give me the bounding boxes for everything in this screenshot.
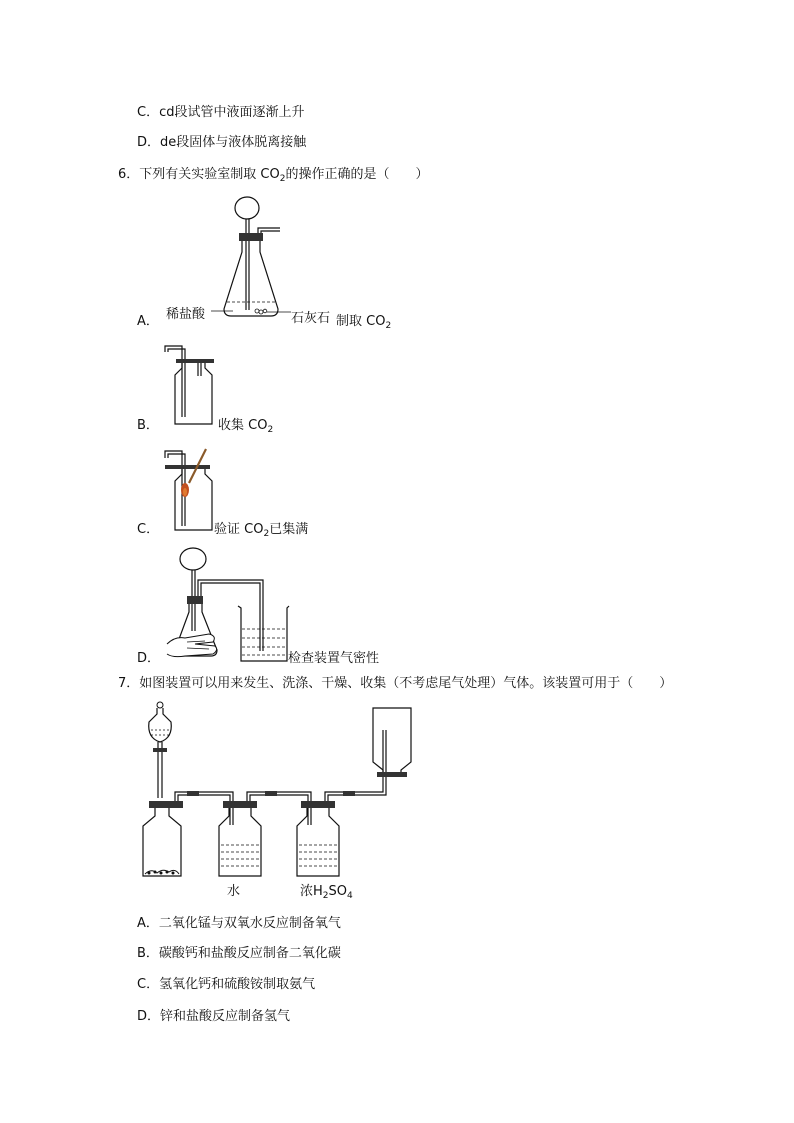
q7-acid-text-1: 浓H bbox=[300, 884, 323, 899]
q7-acid-text-2: SO bbox=[328, 884, 347, 899]
q6-stem-subscript: 2 bbox=[279, 174, 286, 184]
q6b-caption-text: 收集 CO bbox=[218, 418, 268, 433]
q5-option-d: D．de段固体与液体脱离接触 bbox=[137, 135, 307, 150]
q6c-caption-tail: 已集满 bbox=[269, 522, 309, 537]
q6c-caption-text: 验证 CO bbox=[214, 522, 264, 537]
q5-option-c: C．cd段试管中液面逐渐上升 bbox=[137, 105, 305, 120]
q7-stem: 7．如图装置可以用来发生、洗涤、干燥、收集（不考虑尾气处理）气体。该装置可用于（ ） bbox=[118, 676, 673, 691]
q7-option-b: B．碳酸钙和盐酸反应制备二氧化碳 bbox=[137, 946, 341, 961]
q6-option-b-letter: B． bbox=[137, 418, 159, 433]
q6-option-a-letter: A． bbox=[137, 314, 159, 329]
q6a-label-hydrochloric-acid: 稀盐酸 bbox=[166, 307, 206, 322]
q6-option-c-letter: C． bbox=[137, 522, 160, 537]
q6c-bottle-figure bbox=[162, 446, 218, 534]
q6c-caption-subscript: 2 bbox=[263, 529, 270, 539]
q7-apparatus-figure bbox=[135, 700, 425, 885]
q7-option-d: D．锌和盐酸反应制备氢气 bbox=[137, 1009, 291, 1024]
q6a-caption-text: 制取 CO bbox=[336, 314, 386, 329]
q7-acid-sub-1: 2 bbox=[322, 891, 329, 901]
q6-stem-tail: 的操作正确的是（ ） bbox=[285, 167, 429, 182]
q6a-flask-figure bbox=[205, 192, 305, 327]
q7-label-sulfuric-acid bbox=[300, 884, 353, 900]
q6-option-d-letter: D． bbox=[137, 651, 161, 666]
q6c-caption bbox=[214, 522, 308, 538]
q6a-caption bbox=[336, 314, 391, 330]
q6a-caption-subscript: 2 bbox=[385, 321, 392, 331]
q7-label-water: 水 bbox=[227, 884, 241, 899]
q7-acid-sub-2: 4 bbox=[347, 891, 353, 901]
q6b-caption-subscript: 2 bbox=[267, 425, 274, 435]
q6d-caption: 检查装置气密性 bbox=[288, 651, 380, 666]
q7-option-a: A．二氧化锰与双氧水反应制备氧气 bbox=[137, 916, 341, 931]
q6d-airtightness-figure bbox=[165, 546, 290, 664]
q6-stem bbox=[118, 167, 428, 183]
q7-option-c: C．氢氧化钙和硫酸铵制取氨气 bbox=[137, 977, 316, 992]
q6b-bottle-figure bbox=[162, 342, 218, 430]
q6-stem-text: 6．下列有关实验室制取 CO bbox=[118, 167, 280, 182]
q6b-caption bbox=[218, 418, 273, 434]
q6a-label-limestone: 石灰石 bbox=[291, 311, 331, 326]
